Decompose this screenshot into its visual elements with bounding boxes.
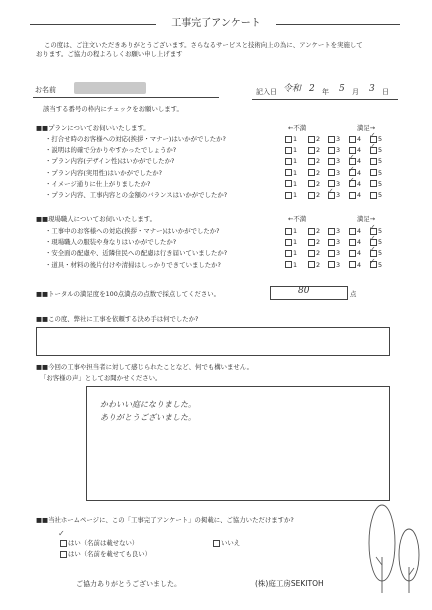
staff-question-4: ・道具・材料の後片付けや清掃はしっかりできていましたか?	[45, 260, 221, 269]
option-number: 4	[357, 238, 362, 247]
option-number: 1	[293, 238, 298, 247]
checkbox-option-1[interactable]	[60, 540, 67, 547]
voice-line-2: ありがとうございました。	[100, 413, 196, 422]
plan-q1-option-1[interactable]	[285, 135, 297, 143]
date-year: 2	[309, 84, 315, 94]
checkbox[interactable]	[308, 261, 315, 268]
plan-q6-option-4[interactable]	[349, 191, 361, 199]
plan-q2-option-1[interactable]	[285, 146, 297, 154]
option-number: 2	[316, 157, 321, 166]
option-number: 3	[336, 191, 341, 199]
total-score-value: 80	[298, 286, 310, 296]
plan-q2-option-3[interactable]	[328, 146, 340, 154]
staff-q4-option-1[interactable]	[285, 261, 297, 269]
plan-q4-option-5[interactable]	[370, 169, 382, 177]
title-rule-left	[30, 24, 156, 25]
plan-question-1: ・打合せ時のお客様への対応(挨拶・マナー)はいかがでしたか?	[45, 135, 226, 143]
decision-label: ■■この度、弊社に工事を依頼する決め手は何でしたか?	[36, 315, 199, 323]
checkbox[interactable]	[285, 250, 292, 257]
checkbox[interactable]	[308, 239, 315, 246]
option-number: 2	[316, 191, 321, 199]
option-number: 3	[336, 249, 341, 258]
staff-q3-option-1[interactable]	[285, 249, 297, 257]
checkbox[interactable]	[285, 158, 292, 165]
name-redacted	[74, 82, 146, 94]
homepage-option-2-label: はい（名前を載せても良い）	[68, 550, 152, 558]
date-day: 3	[369, 84, 375, 94]
option-number: 1	[293, 260, 298, 269]
option-number: 4	[357, 227, 362, 235]
option-number: 1	[293, 179, 298, 188]
checkbox[interactable]	[308, 136, 315, 143]
plan-q6-check-mark: ✓	[327, 187, 334, 196]
staff-q4-check-mark: ✓	[369, 256, 376, 266]
scale-right-staff: 満足→	[357, 215, 376, 223]
option-number: 4	[357, 191, 362, 199]
option-number: 5	[378, 179, 383, 188]
staff-q3-option-2[interactable]	[308, 249, 320, 257]
staff-q3-check-mark: ✓	[369, 245, 376, 255]
option-number: 5	[378, 238, 383, 247]
date-era: 令和	[283, 84, 302, 94]
tree-illustration-icon	[360, 495, 426, 595]
homepage-option-3-label: いいえ	[221, 539, 241, 547]
decision-answer-box[interactable]	[36, 327, 390, 356]
checkbox[interactable]	[308, 180, 315, 187]
checkbox[interactable]	[285, 192, 292, 199]
option-number: 5	[378, 227, 383, 235]
staff-q3-option-3[interactable]	[328, 249, 340, 257]
checkbox[interactable]	[370, 192, 377, 199]
date-label: 記入日	[256, 88, 277, 96]
checkbox[interactable]	[349, 136, 356, 143]
plan-q3-check-mark: ✓	[348, 153, 355, 163]
plan-question-5: ・イメージ通りに仕上がりましたか?	[45, 179, 151, 188]
plan-question-6: ・プラン内容、工事内容との金額のバランスはいかがでしたか?	[45, 191, 228, 199]
option-number: 5	[378, 249, 383, 258]
staff-question-1: ・工事中のお客様への対応(挨拶・マナー)はいかがでしたか?	[45, 227, 220, 235]
date-day-unit: 日	[382, 88, 389, 96]
staff-q2-option-1[interactable]	[285, 238, 297, 246]
date-year-unit: 年	[322, 88, 329, 96]
option-number: 2	[316, 146, 321, 155]
instruction-text: 該当する番号の枠内にチェックをお願いします。	[43, 105, 183, 113]
option-number: 4	[357, 146, 362, 155]
option-number: 2	[316, 135, 321, 143]
checkbox[interactable]	[370, 158, 377, 165]
option-number: 2	[316, 168, 321, 177]
staff-q2-option-3[interactable]	[328, 238, 340, 246]
date-underline	[252, 99, 398, 100]
checkbox[interactable]	[308, 158, 315, 165]
option-number: 2	[316, 179, 321, 188]
option-number: 4	[357, 249, 362, 258]
option-number: 4	[357, 157, 362, 166]
company-name: (株)庭工房SEKITOH	[255, 579, 324, 588]
option-number: 4	[357, 260, 362, 269]
option-number: 5	[378, 168, 383, 177]
staff-q2-option-2[interactable]	[308, 238, 320, 246]
option-number: 4	[357, 135, 362, 143]
option-number: 2	[316, 238, 321, 247]
checkbox[interactable]	[370, 169, 377, 176]
staff-q2-option-4[interactable]	[349, 238, 361, 246]
option-number: 3	[336, 135, 341, 143]
thanks-text: ご協力ありがとうございました。	[76, 580, 181, 588]
plan-question-3: ・プラン内容(デザイン性)はいかがでしたか?	[45, 157, 175, 166]
section-staff-header: ■■現場職人についてお伺いいたします。	[36, 215, 157, 223]
staff-question-3: ・安全面の配慮や、近隣住民への配慮は行き届いていましたか?	[45, 249, 228, 258]
checkbox[interactable]	[308, 147, 315, 154]
section-plan-header: ■■プランについてお伺いいたします。	[36, 124, 150, 132]
checkbox[interactable]	[285, 136, 292, 143]
form-title-text: 工事完了アンケート	[171, 18, 261, 29]
option-number: 3	[336, 146, 341, 155]
option-number: 5	[378, 135, 383, 143]
scale-left-staff: ←不満	[288, 215, 307, 223]
checkbox[interactable]	[328, 239, 335, 246]
checkbox[interactable]	[328, 147, 335, 154]
plan-q1-option-3[interactable]	[328, 135, 340, 143]
checkbox[interactable]	[308, 169, 315, 176]
staff-question-2: ・現場職人の服装や身なりはいかがでしたか?	[45, 238, 177, 247]
homepage-option-1[interactable]	[60, 539, 138, 547]
voice-label-1: ■■今回の工事や担当者に対して感じられたことなど、何でも構いません。	[36, 363, 253, 371]
option-number: 5	[378, 157, 383, 166]
plan-q5-option-2[interactable]	[308, 180, 320, 188]
plan-q1-option-4[interactable]	[349, 135, 361, 143]
checkbox[interactable]	[328, 228, 335, 235]
date-month: 5	[339, 84, 345, 94]
voice-label-2: 「お客様の声」としてお聞かせください。	[40, 374, 162, 382]
staff-q1-option-1[interactable]	[285, 227, 297, 235]
option-number: 3	[336, 179, 341, 188]
checkbox[interactable]	[285, 228, 292, 235]
staff-q1-option-4[interactable]	[349, 227, 361, 235]
date-month-unit: 月	[352, 88, 359, 96]
option-number: 1	[293, 146, 298, 155]
checkbox-option-3[interactable]	[213, 540, 220, 547]
homepage-label: ■■当社ホームページに、この「工事完了アンケート」の掲載に、ご協力いただけますか?	[36, 516, 294, 524]
staff-q1-option-3[interactable]	[328, 227, 340, 235]
total-unit: 点	[350, 290, 357, 298]
homepage-option-2[interactable]	[60, 550, 151, 558]
option-number: 5	[378, 146, 383, 155]
checkbox[interactable]	[370, 180, 377, 187]
total-label: ■■トータルの満足度を100点満点の点数で採点してください。	[36, 290, 221, 298]
plan-q5-check-mark: ✓	[348, 175, 355, 185]
option-number: 3	[336, 227, 341, 235]
checkbox[interactable]	[328, 250, 335, 257]
voice-line-1: かわいい庭になりました。	[100, 400, 196, 409]
plan-q6-option-2[interactable]	[308, 191, 320, 199]
checkbox[interactable]	[285, 169, 292, 176]
plan-question-2: ・説明は的確で分かりやすかったでしょうか?	[45, 146, 177, 155]
option-number: 3	[336, 238, 341, 247]
option-number: 2	[316, 227, 321, 235]
staff-q1-option-2[interactable]	[308, 227, 320, 235]
checkbox[interactable]	[328, 261, 335, 268]
checkbox[interactable]	[349, 261, 356, 268]
plan-q3-option-2[interactable]	[308, 157, 320, 165]
checkbox[interactable]	[349, 228, 356, 235]
intro-line-2: おります。ご協力の程よろしくお願い申し上げます	[36, 50, 183, 58]
staff-q4-option-3[interactable]	[328, 261, 340, 269]
option-number: 4	[357, 168, 362, 177]
title-rule-right	[276, 24, 400, 25]
staff-q4-option-2[interactable]	[308, 261, 320, 269]
name-underline	[33, 97, 219, 98]
staff-q4-option-4[interactable]	[349, 261, 361, 269]
plan-q4-option-1[interactable]	[285, 169, 297, 177]
checkbox[interactable]	[328, 158, 335, 165]
staff-q2-check-mark: ✓	[369, 234, 376, 244]
name-label: お名前	[35, 86, 56, 94]
checkbox[interactable]	[285, 147, 292, 154]
plan-question-4: ・プラン内容(実用性)はいかがでしたか?	[45, 168, 163, 177]
scale-left-plan: ←不満	[288, 124, 307, 132]
checkbox[interactable]	[349, 250, 356, 257]
plan-q3-option-5[interactable]	[370, 157, 382, 165]
option-number: 1	[293, 249, 298, 258]
plan-q2-check-mark: ✓	[369, 142, 376, 152]
plan-q1-check-mark: ✓	[369, 131, 376, 140]
homepage-check-mark: ✓	[58, 529, 65, 538]
option-number: 1	[293, 227, 298, 235]
checkbox-option-2[interactable]	[60, 551, 67, 558]
checkbox[interactable]	[349, 239, 356, 246]
plan-q1-option-2[interactable]	[308, 135, 320, 143]
homepage-option-1-label: はい（名前は載せない）	[68, 539, 139, 547]
option-number: 3	[336, 260, 341, 269]
plan-q6-option-1[interactable]	[285, 191, 297, 199]
option-number: 1	[293, 157, 298, 166]
checkbox[interactable]	[285, 239, 292, 246]
plan-q4-check-mark: ✓	[348, 164, 355, 174]
plan-q6-option-5[interactable]	[370, 191, 382, 199]
checkbox[interactable]	[285, 261, 292, 268]
option-number: 5	[378, 191, 383, 199]
plan-q5-option-1[interactable]	[285, 180, 297, 188]
plan-q5-option-5[interactable]	[370, 180, 382, 188]
option-number: 4	[357, 179, 362, 188]
plan-q2-option-2[interactable]	[308, 146, 320, 154]
checkbox[interactable]	[285, 180, 292, 187]
intro-line-1: この度は、ご注文いただきありがとうございます。さらなるサービスと技術向上の為に、アンケートを実施して	[44, 41, 363, 49]
staff-q1-check-mark: ✓	[369, 223, 376, 232]
checkbox[interactable]	[308, 250, 315, 257]
option-number: 2	[316, 249, 321, 258]
checkbox[interactable]	[328, 169, 335, 176]
plan-q4-option-2[interactable]	[308, 169, 320, 177]
checkbox[interactable]	[308, 192, 315, 199]
checkbox[interactable]	[308, 228, 315, 235]
checkbox[interactable]	[328, 136, 335, 143]
plan-q3-option-1[interactable]	[285, 157, 297, 165]
scale-right-plan: 満足→	[357, 124, 376, 132]
plan-q4-option-3[interactable]	[328, 169, 340, 177]
option-number: 2	[316, 260, 321, 269]
plan-q3-option-3[interactable]	[328, 157, 340, 165]
staff-q3-option-4[interactable]	[349, 249, 361, 257]
option-number: 3	[336, 168, 341, 177]
homepage-option-3[interactable]	[213, 539, 240, 547]
option-number: 5	[378, 260, 383, 269]
option-number: 1	[293, 135, 298, 143]
option-number: 1	[293, 168, 298, 177]
option-number: 3	[336, 157, 341, 166]
checkbox[interactable]	[349, 192, 356, 199]
option-number: 1	[293, 191, 298, 199]
